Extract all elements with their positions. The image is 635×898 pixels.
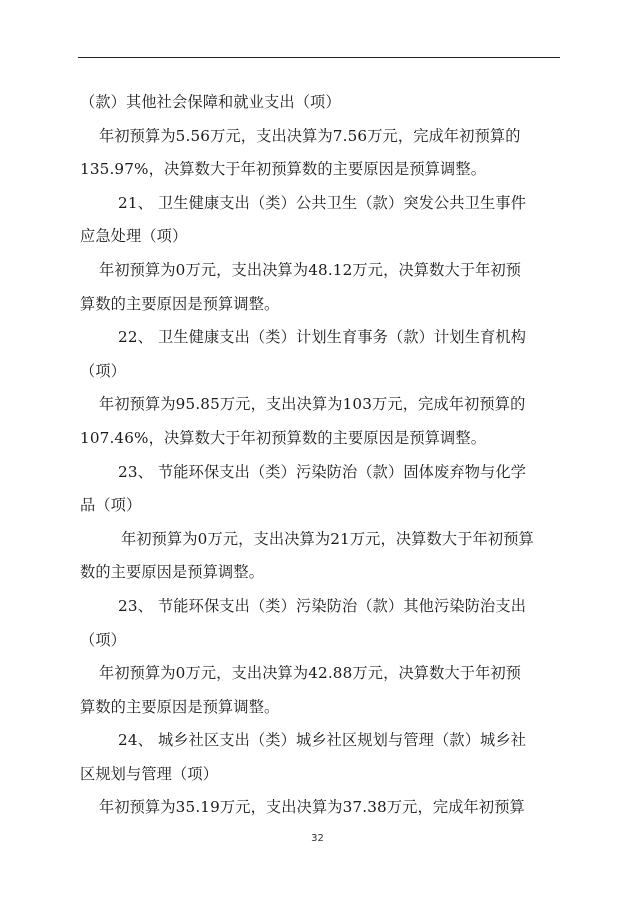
- text-line: （项）: [80, 630, 127, 649]
- section-heading-24: 24、 城乡社区支出（类）城乡社区规划与管理（款）城乡社: [118, 731, 527, 750]
- text-line: 算数的主要原因是预算调整。: [80, 697, 280, 716]
- text-line: 品（项）: [80, 496, 142, 515]
- section-heading-22: 22、 卫生健康支出（类）计划生育事务（款）计划生育机构: [118, 328, 527, 347]
- text-line: 年初预算为5.56万元，支出决算为7.56万元，完成年初预算的: [99, 126, 521, 145]
- text-line: 年初预算为0万元，支出决算为42.88万元，决算数大于年初预: [99, 664, 522, 683]
- text-line: 年初预算为35.19万元，支出决算为37.38万元，完成年初预算: [99, 798, 525, 817]
- text-line: 107.46%，决算数大于年初预算数的主要原因是预算调整。: [80, 428, 487, 447]
- text-line: （款）其他社会保障和就业支出（项）: [80, 93, 341, 111]
- text-line: 135.97%，决算数大于年初预算数的主要原因是预算调整。: [80, 160, 487, 179]
- text-line: 应急处理（项）: [80, 227, 188, 246]
- header-rule: [78, 57, 560, 58]
- document-body: [80, 86, 558, 825]
- text-line: 数的主要原因是预算调整。: [80, 563, 265, 582]
- text-line: 区规划与管理（项）: [80, 764, 219, 783]
- section-heading-21: 21、 卫生健康支出（类）公共卫生（款）突发公共卫生事件: [118, 193, 527, 212]
- section-heading-23a: 23、 节能环保支出（类）污染防治（款）固体废弃物与化学: [118, 462, 527, 481]
- text-line: 年初预算为95.85万元，支出决算为103万元，完成年初预算的: [99, 395, 526, 414]
- text-line: 年初预算为0万元，支出决算为48.12万元，决算数大于年初预: [99, 260, 522, 279]
- page-number: 32: [311, 833, 324, 844]
- text-line: （项）: [80, 361, 127, 380]
- text-line: 算数的主要原因是预算调整。: [80, 294, 280, 313]
- text-line: 年初预算为0万元，支出决算为21万元，决算数大于年初预算: [121, 529, 534, 548]
- section-heading-23b: 23、 节能环保支出（类）污染防治（款）其他污染防治支出: [118, 596, 527, 615]
